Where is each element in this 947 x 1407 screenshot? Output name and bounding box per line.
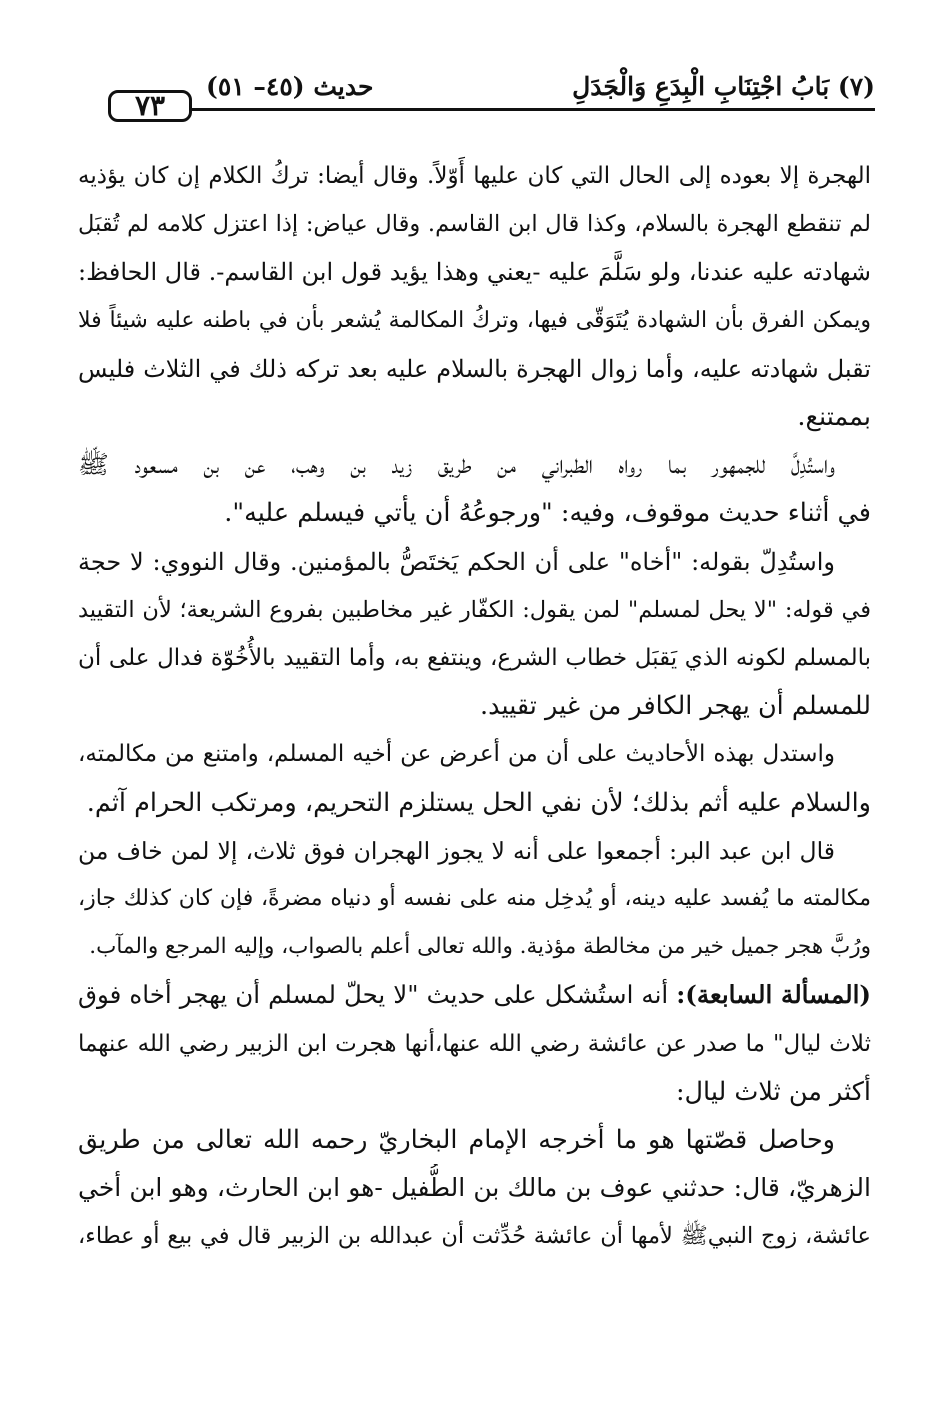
text-line: الهجرة إلا بعوده إلى الحال التي كان عليها أَوّلاً. وقال أيضا: تركُ الكلام إن كان يؤذيه bbox=[78, 163, 871, 189]
text-line: شهادته عليه عندنا، ولو سَلَّمَ عليه -يعني وهذا يؤيد قول ابن القاسم-. قال الحافظ: bbox=[78, 258, 871, 287]
hadith-range: حديث (٤٥– ٥١) bbox=[206, 72, 374, 101]
paragraph-5 bbox=[78, 827, 871, 972]
chapter-title: (٧) بَابُ اجْتِنَابِ الْبِدَعِ وَالْجَدَلِ bbox=[572, 72, 875, 101]
text-line: والسلام عليه أثم بذلك؛ لأن نفي الحل يستلزم التحريم، ومرتكب الحرام آثم. bbox=[86, 787, 871, 818]
text-line: عائشة، زوج النبيﷺ لأمها أن عائشة حُدِّثت أن عبدالله بن الزبير قال في بيع أو عطاء، bbox=[78, 1223, 871, 1250]
text-line bbox=[78, 971, 871, 1019]
text-line: بالمسلم لكونه الذي يَقبَل خطاب الشرع، وينتفع به، وأما التقييد بالأُخُوّة فدال على أن bbox=[78, 645, 871, 672]
text-line: لم تنقطع الهجرة بالسلام، وكذا قال ابن القاسم. وقال عياض: إذا اعتزل كلامه لم تُقبَل bbox=[78, 211, 871, 238]
text-line: مكالمته ما يُفسد عليه دينه، أو يُدخِل منه على نفسه أو دنياه مضرةً، فإن كان كذلك جاز، bbox=[78, 886, 871, 912]
text-span: أنه استُشكل على حديث "لا يحلّ لمسلم أن يهجر أخاه فوق bbox=[78, 980, 669, 1010]
text-line: بممتنع. bbox=[797, 402, 871, 433]
text-line: واستدل بهذه الأحاديث على أن من أعرض عن أخيه المسلم، وامتنع من مكالمته، bbox=[78, 741, 835, 768]
text-line: للمسلم أن يهجر الكافر من غير تقييد. bbox=[480, 691, 871, 722]
text-line: أكثر من ثلاث ليال: bbox=[675, 1076, 871, 1107]
text-line: ويمكن الفرق بأن الشهادة يُتَوَقّى فيها، وتركُ المكالمة يُشعر بأن في باطنه عليه شيئاً فلا bbox=[78, 307, 871, 333]
paragraph-7 bbox=[78, 1116, 871, 1261]
paragraph-3 bbox=[78, 538, 871, 731]
text-line: ورُبَّ هجر جميل خير من مخالطة مؤذية. والله تعالى أعلم بالصواب، وإليه المرجع والمآب. bbox=[89, 934, 871, 960]
page-number: ٧٣ bbox=[108, 90, 192, 122]
text-line: الزهريّ، قال: حدثني عوف بن مالك بن الطُّفيل -هو ابن الحارث، وهو ابن أخي bbox=[78, 1173, 871, 1203]
text-line: تقبل شهادته عليه، وأما زوال الهجرة بالسلام عليه بعد تركه ذلك في الثلاث فليس bbox=[78, 354, 871, 383]
text-line: وحاصل قصّتها هو ما أخرجه الإمام البخاريّ رحمه الله تعالى من طريق bbox=[78, 1125, 835, 1156]
page-header bbox=[96, 68, 875, 128]
header-rule bbox=[192, 108, 875, 111]
paragraph-6 bbox=[78, 971, 871, 1116]
issue-label: (المسألة السابعة): bbox=[676, 980, 871, 1010]
text-line: في أثناء حديث موقوف، وفيه: "ورجوعُهُ أن يأتي فيسلم عليه". bbox=[224, 498, 871, 529]
paragraph-4 bbox=[78, 730, 871, 826]
text-line: واستُدِلَّ للجمهور بما رواه الطبراني من طريق زيد بن وهب، عن بن مسعود ﷺ bbox=[78, 450, 835, 481]
paragraph-1 bbox=[78, 152, 871, 441]
page-body bbox=[78, 152, 871, 1261]
text-line: في قوله: "لا يحل لمسلم" لمن يقول: الكفّار غير مخاطبين بفروع الشريعة؛ لأن التقييد bbox=[78, 596, 871, 623]
paragraph-2 bbox=[78, 441, 871, 537]
text-line: ثلاث ليال" ما صدر عن عائشة رضي الله عنها،أنها هجرت ابن الزبير رضي الله عنهما bbox=[78, 1030, 871, 1057]
text-line: قال ابن عبد البر: أجمعوا على أنه لا يجوز الهجران فوق ثلاث، إلا لمن خاف من bbox=[78, 836, 835, 865]
text-line: واستُدِلّ بقوله: "أخاه" على أن الحكم يَختَصُّ بالمؤمنين. وقال النووي: لا حجة bbox=[78, 547, 836, 576]
